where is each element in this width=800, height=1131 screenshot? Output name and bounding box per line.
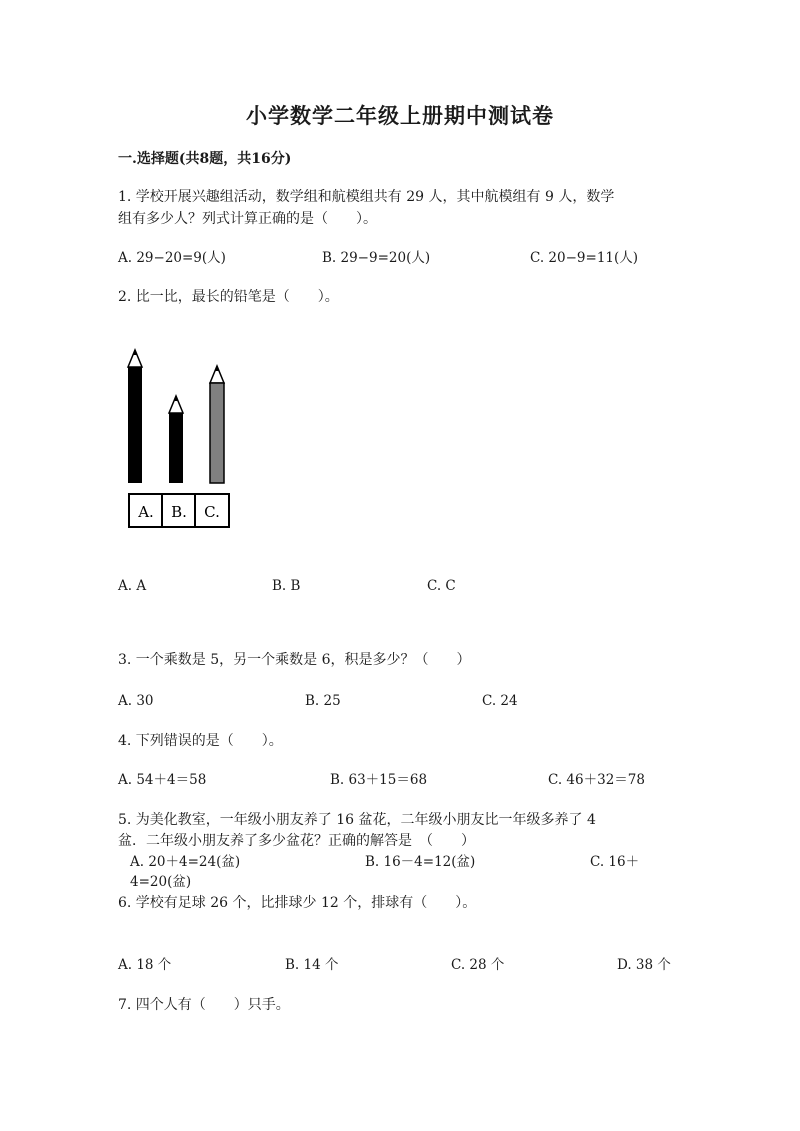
pencil-c-icon	[210, 366, 224, 483]
section-heading: 一.选择题(共8题，共16分)	[118, 151, 292, 167]
question-4-option-a[interactable]: A. 54＋4＝58	[118, 772, 207, 788]
question-5-line-2: 盆．二年级小朋友养了多少盆花？正确的解答是 （ ）	[118, 833, 475, 849]
pencil-b-icon	[169, 396, 183, 483]
question-1-option-b[interactable]: B. 29−9=20(人)	[322, 250, 431, 266]
question-4-option-b[interactable]: B. 63＋15＝68	[330, 772, 428, 788]
figure-label-a: A.	[138, 503, 154, 521]
question-2-option-a[interactable]: A. A	[118, 578, 147, 594]
question-3-option-b[interactable]: B. 25	[305, 693, 341, 709]
question-6-option-c[interactable]: C. 28 个	[451, 957, 505, 973]
question-5-option-c[interactable]: C. 16＋	[590, 854, 640, 870]
question-3-option-a[interactable]: A. 30	[118, 693, 154, 709]
question-6-text: 6. 学校有足球 26 个，比排球少 12 个，排球有（ ）。	[118, 895, 477, 911]
question-4-option-c[interactable]: C. 46＋32＝78	[548, 772, 645, 788]
question-6-option-b[interactable]: B. 14 个	[285, 957, 339, 973]
question-3-option-c[interactable]: C. 24	[482, 693, 518, 709]
question-5-option-b[interactable]: B. 16－4=12(盆)	[365, 854, 476, 870]
question-6-option-a[interactable]: A. 18 个	[118, 957, 172, 973]
question-2-option-b[interactable]: B. B	[272, 578, 301, 594]
question-2-option-c[interactable]: C. C	[427, 578, 456, 594]
question-1-line-2: 组有多少人？列式计算正确的是（ ）。	[118, 211, 377, 227]
question-2-text: 2. 比一比，最长的铅笔是（ ）。	[118, 289, 339, 305]
question-5-option-c-continued: 4=20(盆)	[130, 874, 192, 890]
question-1-option-a[interactable]: A. 29−20=9(人)	[118, 250, 226, 266]
pencil-a-icon	[128, 350, 142, 483]
page-title: 小学数学二年级上册期中测试卷	[246, 103, 554, 128]
question-1-option-c[interactable]: C. 20−9=11(人)	[530, 250, 639, 266]
question-1-line-1: 1. 学校开展兴趣组活动，数学组和航模组共有 29 人，其中航模组有 9 人，数学	[118, 189, 615, 205]
question-3-text: 3. 一个乘数是 5，另一个乘数是 6，积是多少？（ ）	[118, 652, 471, 668]
question-6-option-d[interactable]: D. 38 个	[617, 957, 671, 973]
pencils-figure	[120, 345, 240, 535]
question-7-text: 7. 四个人有（ ）只手。	[118, 997, 290, 1013]
figure-label-c: C.	[204, 503, 220, 521]
question-4-text: 4. 下列错误的是（ ）。	[118, 733, 283, 749]
question-5-option-a[interactable]: A. 20＋4=24(盆)	[130, 854, 241, 870]
question-5-line-1: 5. 为美化教室，一年级小朋友养了 16 盆花，二年级小朋友比一年级多养了 4	[118, 812, 596, 828]
figure-label-b: B.	[171, 503, 187, 521]
